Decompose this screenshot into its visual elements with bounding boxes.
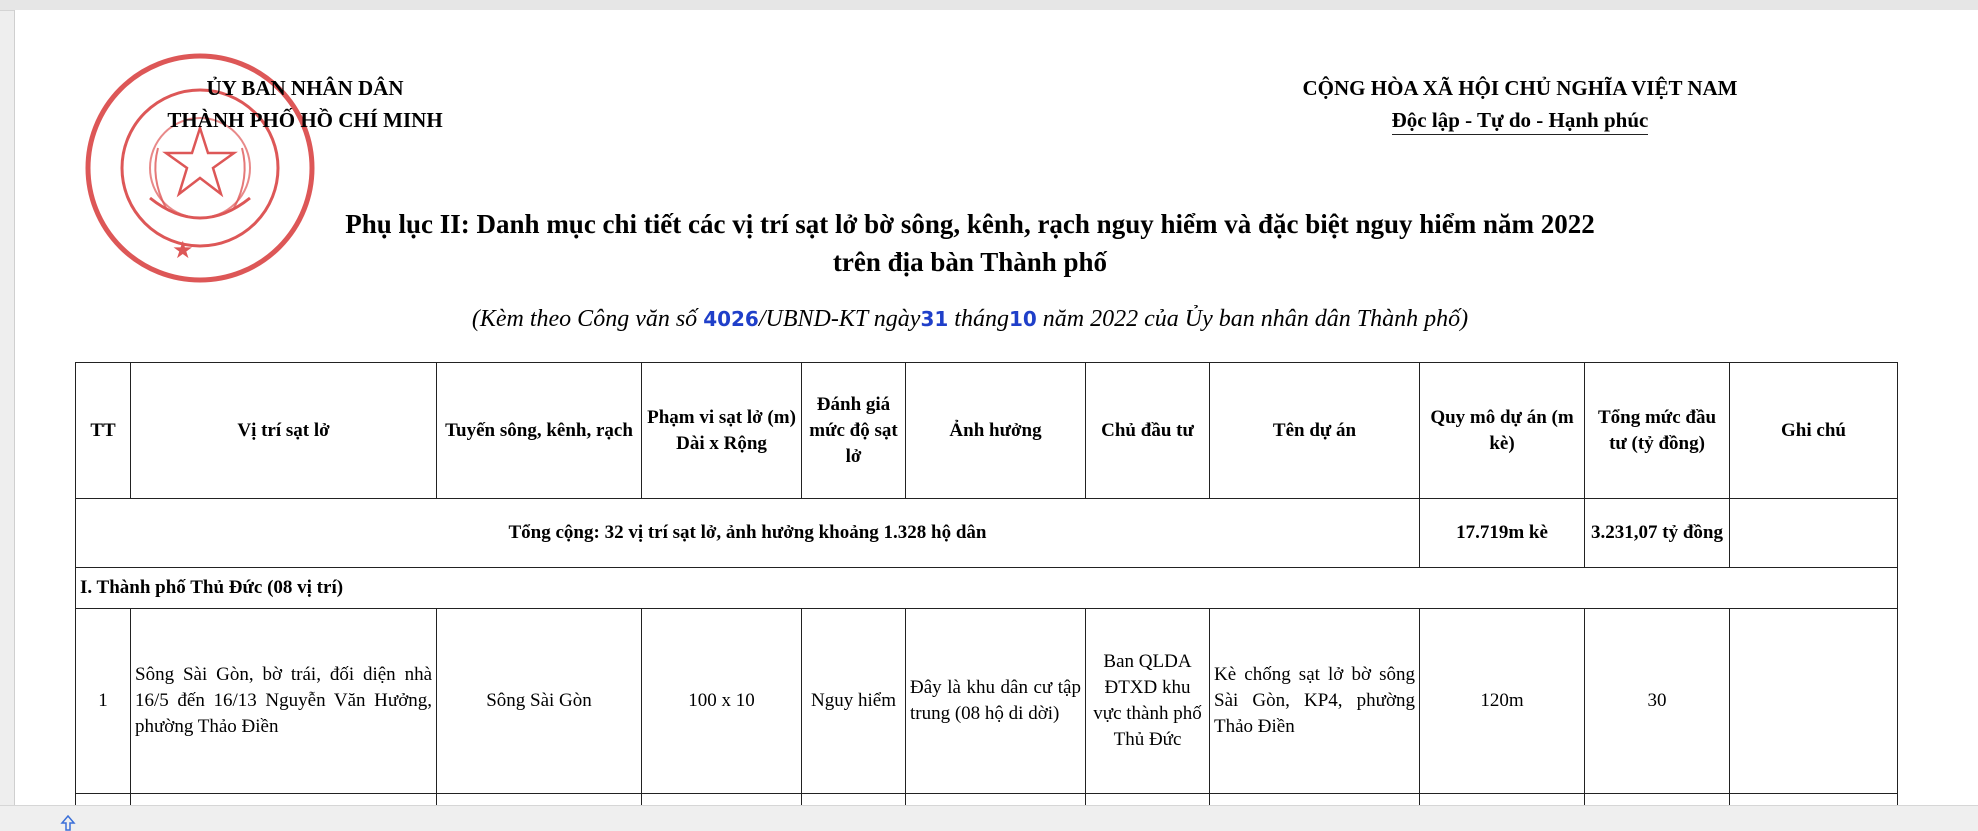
header-investor: Chủ đầu tư (1086, 363, 1210, 499)
header-location: Vị trí sạt lở (131, 363, 437, 499)
landslide-sites-table (75, 362, 1898, 829)
header-tt: TT (76, 363, 131, 499)
header-route: Tuyến sông, kênh, rạch (437, 363, 642, 499)
title-line-1: Phụ lục II: Danh mục chi tiết các vị trí sạt lở bờ sông, kênh, rạch nguy hiểm và đặc biệt nguy hiểm năm 2022 (345, 209, 1595, 239)
document-reference (180, 303, 1760, 335)
section-title: I. Thành phố Thủ Đức (08 vị trí) (76, 568, 1898, 609)
row-investor: Ban QLDA ĐTXD khu vực thành phố Thủ Đức (1086, 609, 1210, 794)
national-motto: Độc lập - Tự do - Hạnh phúc (1392, 106, 1649, 135)
header-assessment: Đánh giá mức độ sạt lở (802, 363, 906, 499)
row-investment: 30 (1585, 609, 1730, 794)
header-project: Tên dự án (1210, 363, 1420, 499)
authority-line-2: THÀNH PHỐ HỒ CHÍ MINH (167, 108, 443, 132)
row-note (1730, 609, 1898, 794)
handwritten-month: 10 (1008, 307, 1037, 331)
national-header (1230, 72, 1810, 136)
reference-text-2: /UBND-KT ngày (758, 306, 921, 332)
header-note: Ghi chú (1730, 363, 1898, 499)
handwritten-day: 31 (920, 307, 949, 331)
reference-text-1: (Kèm theo Công văn số (471, 306, 704, 332)
handwritten-doc-number: 4026 (703, 307, 759, 331)
authority-line-1: ỦY BAN NHÂN DÂN (206, 76, 404, 100)
svg-text:★: ★ (172, 236, 194, 264)
table-header-row (76, 363, 1898, 499)
row-assessment: Nguy hiểm (802, 609, 906, 794)
header-range: Phạm vi sạt lở (m) Dài x Rộng (642, 363, 802, 499)
issuing-authority (140, 72, 470, 136)
title-line-2: trên địa bàn Thành phố (832, 247, 1108, 277)
total-scale: 17.719m kè (1420, 499, 1585, 568)
row-route: Sông Sài Gòn (437, 609, 642, 794)
country-name: CỘNG HÒA XÃ HỘI CHỦ NGHĨA VIỆT NAM (1302, 76, 1738, 100)
total-investment: 3.231,07 tỷ đồng (1585, 499, 1730, 568)
header-impact: Ảnh hưởng (906, 363, 1086, 499)
table-row (76, 609, 1898, 794)
row-range: 100 x 10 (642, 609, 802, 794)
row-tt: 1 (76, 609, 131, 794)
total-label: Tổng cộng: 32 vị trí sạt lở, ảnh hưởng khoảng 1.328 hộ dân (76, 499, 1420, 568)
row-location: Sông Sài Gòn, bờ trái, đối diện nhà 16/5 đến 16/13 Nguyễn Văn Hưởng, phường Thảo Điền (131, 609, 437, 794)
reference-text-4: năm 2022 của Ủy ban nhân dân Thành phố) (1036, 306, 1469, 332)
total-note (1730, 499, 1898, 568)
reference-text-3: tháng (948, 306, 1009, 332)
header-scale: Quy mô dự án (m kè) (1420, 363, 1585, 499)
arrow-up-icon[interactable] (60, 815, 76, 831)
row-scale: 120m (1420, 609, 1585, 794)
document-title (180, 205, 1760, 281)
section-row (76, 568, 1898, 609)
total-row (76, 499, 1898, 568)
header-investment: Tổng mức đầu tư (tỷ đồng) (1585, 363, 1730, 499)
row-impact: Đây là khu dân cư tập trung (08 hộ di dời) (906, 609, 1086, 794)
viewer-bottom-bar (0, 805, 1978, 831)
row-project: Kè chống sạt lở bờ sông Sài Gòn, KP4, phường Thảo Điền (1210, 609, 1420, 794)
